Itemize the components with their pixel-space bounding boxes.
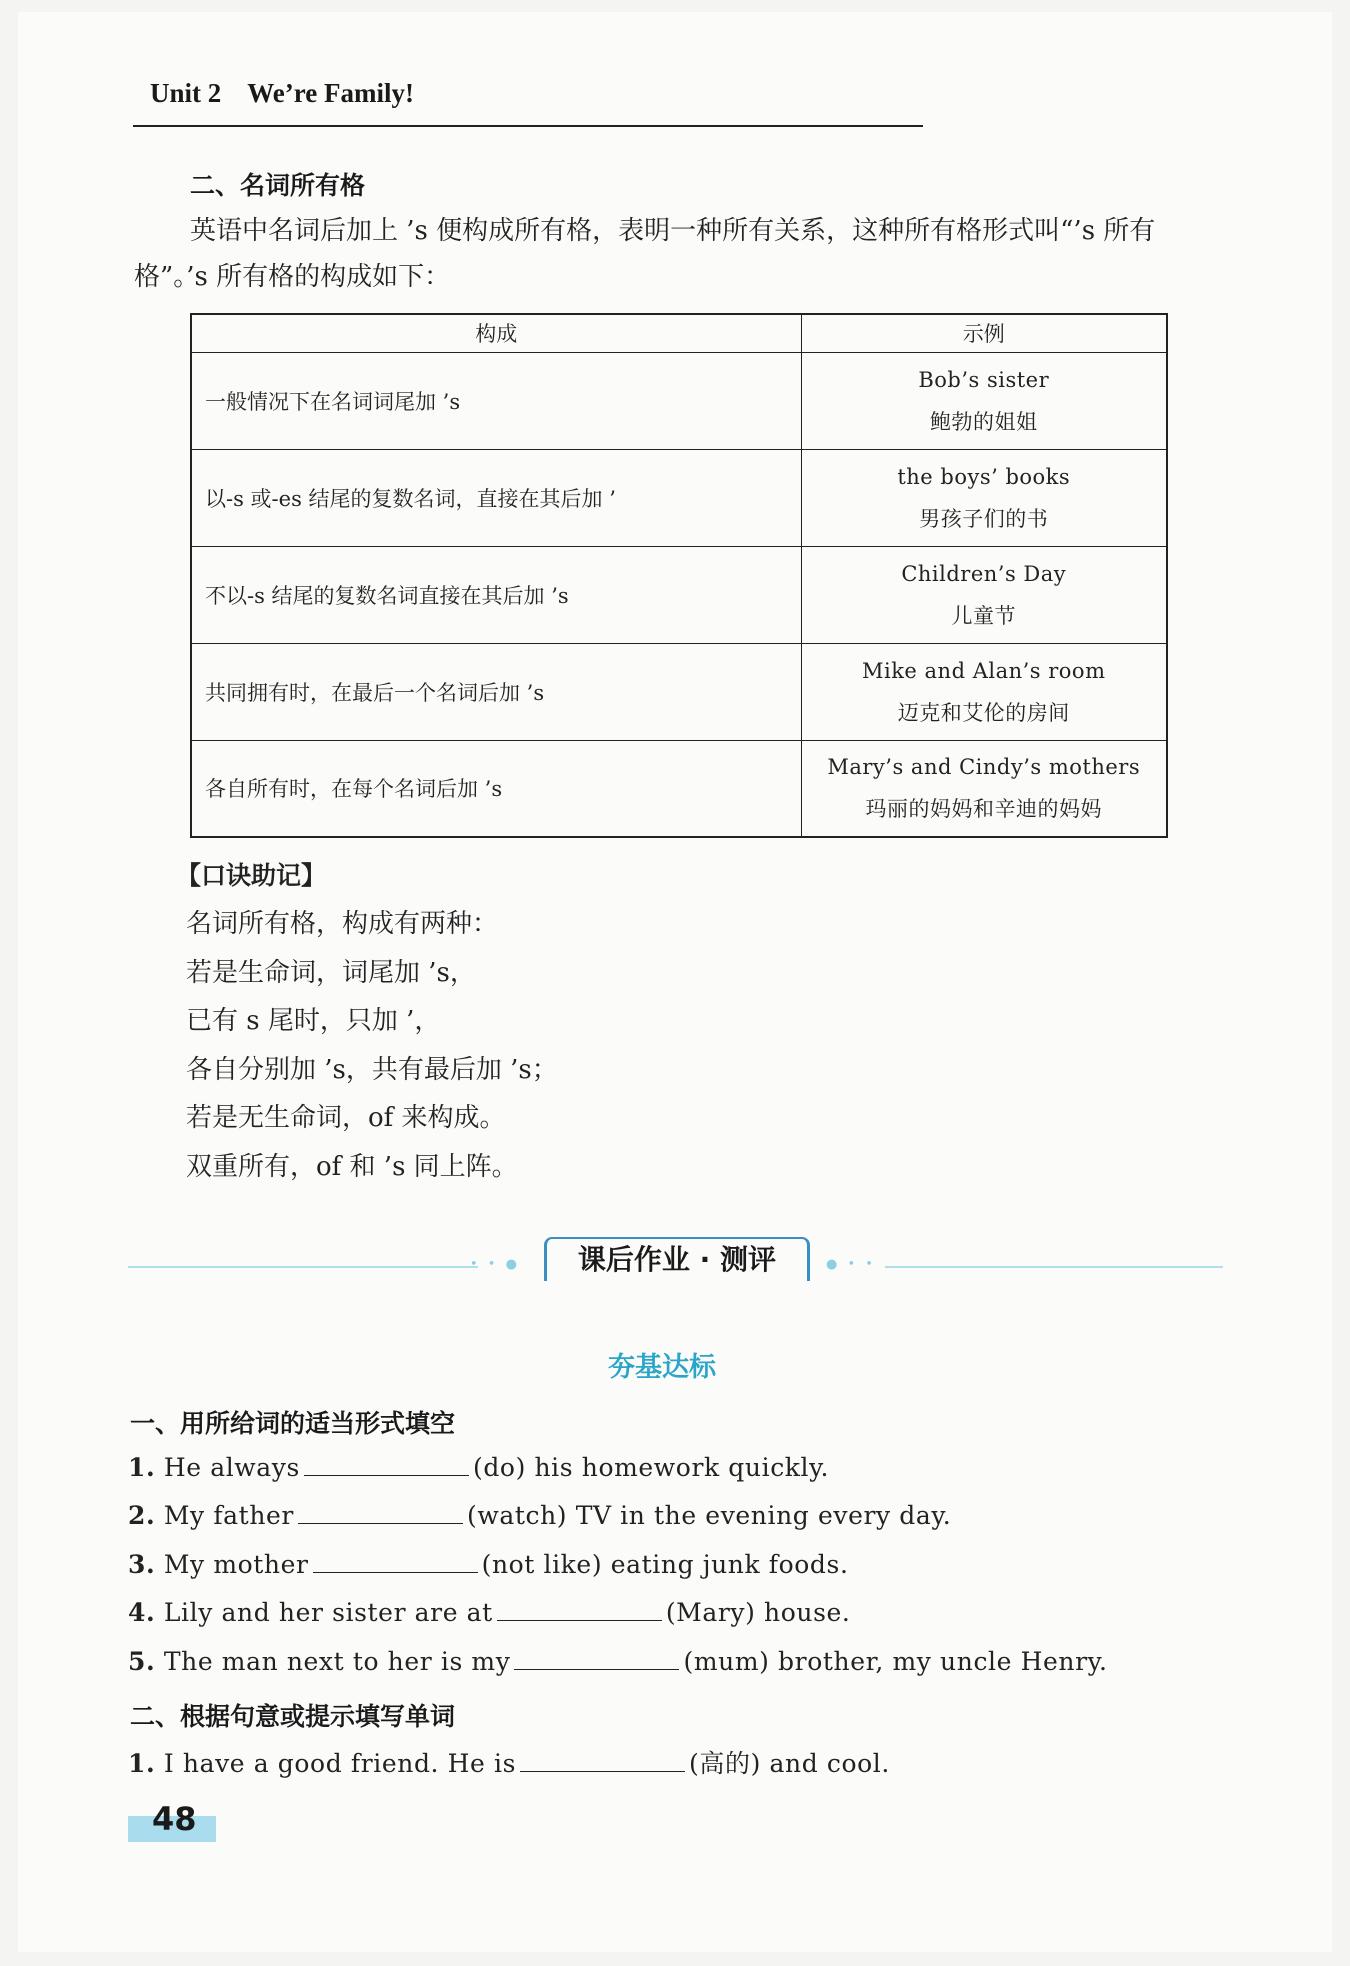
table-cell-rule: 共同拥有时，在最后一个名词后加 ’s [191,643,801,740]
answer-blank[interactable] [497,1599,662,1621]
header-divider [133,125,923,127]
table-header-structure: 构成 [191,314,801,352]
mnemonic-line: 各自分别加 ’s，共有最后加 ’s； [186,1055,558,1085]
exercise2-heading: 二、根据句意或提示填写单词 [130,1702,456,1731]
example-chinese: 儿童节 [951,603,1016,628]
table-row [191,449,1167,546]
banner-dots-right: ● • • [826,1257,876,1272]
table-cell-rule: 各自所有时，在每个名词后加 ’s [191,740,801,837]
intro-line-2: 格”。’s 所有格的构成如下： [134,262,451,292]
exercise-item [128,1453,829,1482]
table-row [191,352,1167,449]
example-english: Bob’s sister [918,367,1050,392]
homework-banner: 课后作业 · 测评 [544,1237,810,1281]
unit-header [150,78,414,109]
item-text-after: (Mary) house. [665,1598,851,1627]
item-text-after: (not like) eating junk foods. [481,1550,849,1579]
answer-blank[interactable] [313,1551,478,1573]
table-row [191,740,1167,837]
example-english: Mary’s and Cindy’s mothers [827,755,1141,780]
example-chinese: 男孩子们的书 [919,506,1049,531]
mnemonic-title: 【口诀助记】 [176,861,327,890]
item-text-after: (watch) TV in the evening every day. [466,1501,952,1530]
table-row [191,546,1167,643]
mnemonic-line: 若是生命词，词尾加 ’s， [186,958,476,988]
mnemonic-line: 名词所有格，构成有两种： [186,909,499,939]
exercise-item [128,1647,1108,1676]
banner-dots-left: • • ● [470,1257,520,1272]
table-cell-rule: 一般情况下在名词词尾加 ’s [191,352,801,449]
exercise-item [128,1744,890,1780]
section-heading-possessive: 二、名词所有格 [190,171,366,200]
example-chinese: 迈克和艾伦的房间 [897,700,1070,725]
possessive-table [190,313,1168,838]
table-cell-example [801,740,1167,837]
exercise-item [128,1550,849,1579]
item-text-after: (mum) brother, my uncle Henry. [683,1647,1108,1676]
unit-label: Unit 2 [150,78,222,108]
answer-blank[interactable] [514,1648,679,1670]
item-number: 1. [128,1749,156,1778]
item-text-before: I have a good friend. He is [163,1749,517,1778]
item-text-before: Lily and her sister are at [163,1598,493,1627]
table-cell-example [801,449,1167,546]
item-text-before: He always [163,1453,300,1482]
table-cell-rule: 不以-s 结尾的复数名词直接在其后加 ’s [191,546,801,643]
subsection-title: 夯基达标 [608,1352,716,1383]
banner-line-left [128,1266,478,1268]
item-number: 2. [128,1501,156,1530]
table-cell-example [801,546,1167,643]
page-number: 48 [152,1800,197,1838]
table-header-row [191,314,1167,352]
item-text-before: The man next to her is my [163,1647,511,1676]
example-english: the boys’ books [897,464,1071,489]
item-number: 1. [128,1453,156,1482]
table-cell-rule: 以-s 或-es 结尾的复数名词，直接在其后加 ’ [191,449,801,546]
example-english: Mike and Alan’s room [861,658,1106,683]
table-header-example: 示例 [801,314,1167,352]
item-number: 3. [128,1550,156,1579]
mnemonic-line: 已有 s 尾时，只加 ’， [186,1006,441,1036]
table-cell-example [801,352,1167,449]
item-number: 5. [128,1647,156,1676]
answer-blank[interactable] [520,1750,685,1772]
example-chinese: 鲍勃的姐姐 [930,409,1038,434]
example-chinese: 玛丽的妈妈和辛迪的妈妈 [865,797,1102,822]
item-text-before: My father [163,1501,294,1530]
mnemonic-line: 若是无生命词，of 来构成。 [186,1103,506,1133]
exercise-item [128,1598,850,1627]
answer-blank[interactable] [298,1502,463,1524]
banner-line-right [885,1266,1223,1268]
item-text-before: My mother [163,1550,309,1579]
item-text-after: (do) his homework quickly. [472,1453,830,1482]
mnemonic-line: 双重所有，of 和 ’s 同上阵。 [186,1152,518,1182]
item-text-after: (高的) and cool. [689,1749,890,1778]
exercise-item [128,1501,951,1530]
table-cell-example [801,643,1167,740]
item-number: 4. [128,1598,156,1627]
answer-blank[interactable] [304,1454,469,1476]
unit-title: We’re Family! [247,78,414,108]
exercise1-heading: 一、用所给词的适当形式填空 [130,1409,456,1438]
intro-line-1: 英语中名词后加上 ’s 便构成所有格，表明一种所有关系，这种所有格形式叫“’s 所有 [190,216,1156,246]
table-row [191,643,1167,740]
example-english: Children’s Day [901,561,1067,586]
